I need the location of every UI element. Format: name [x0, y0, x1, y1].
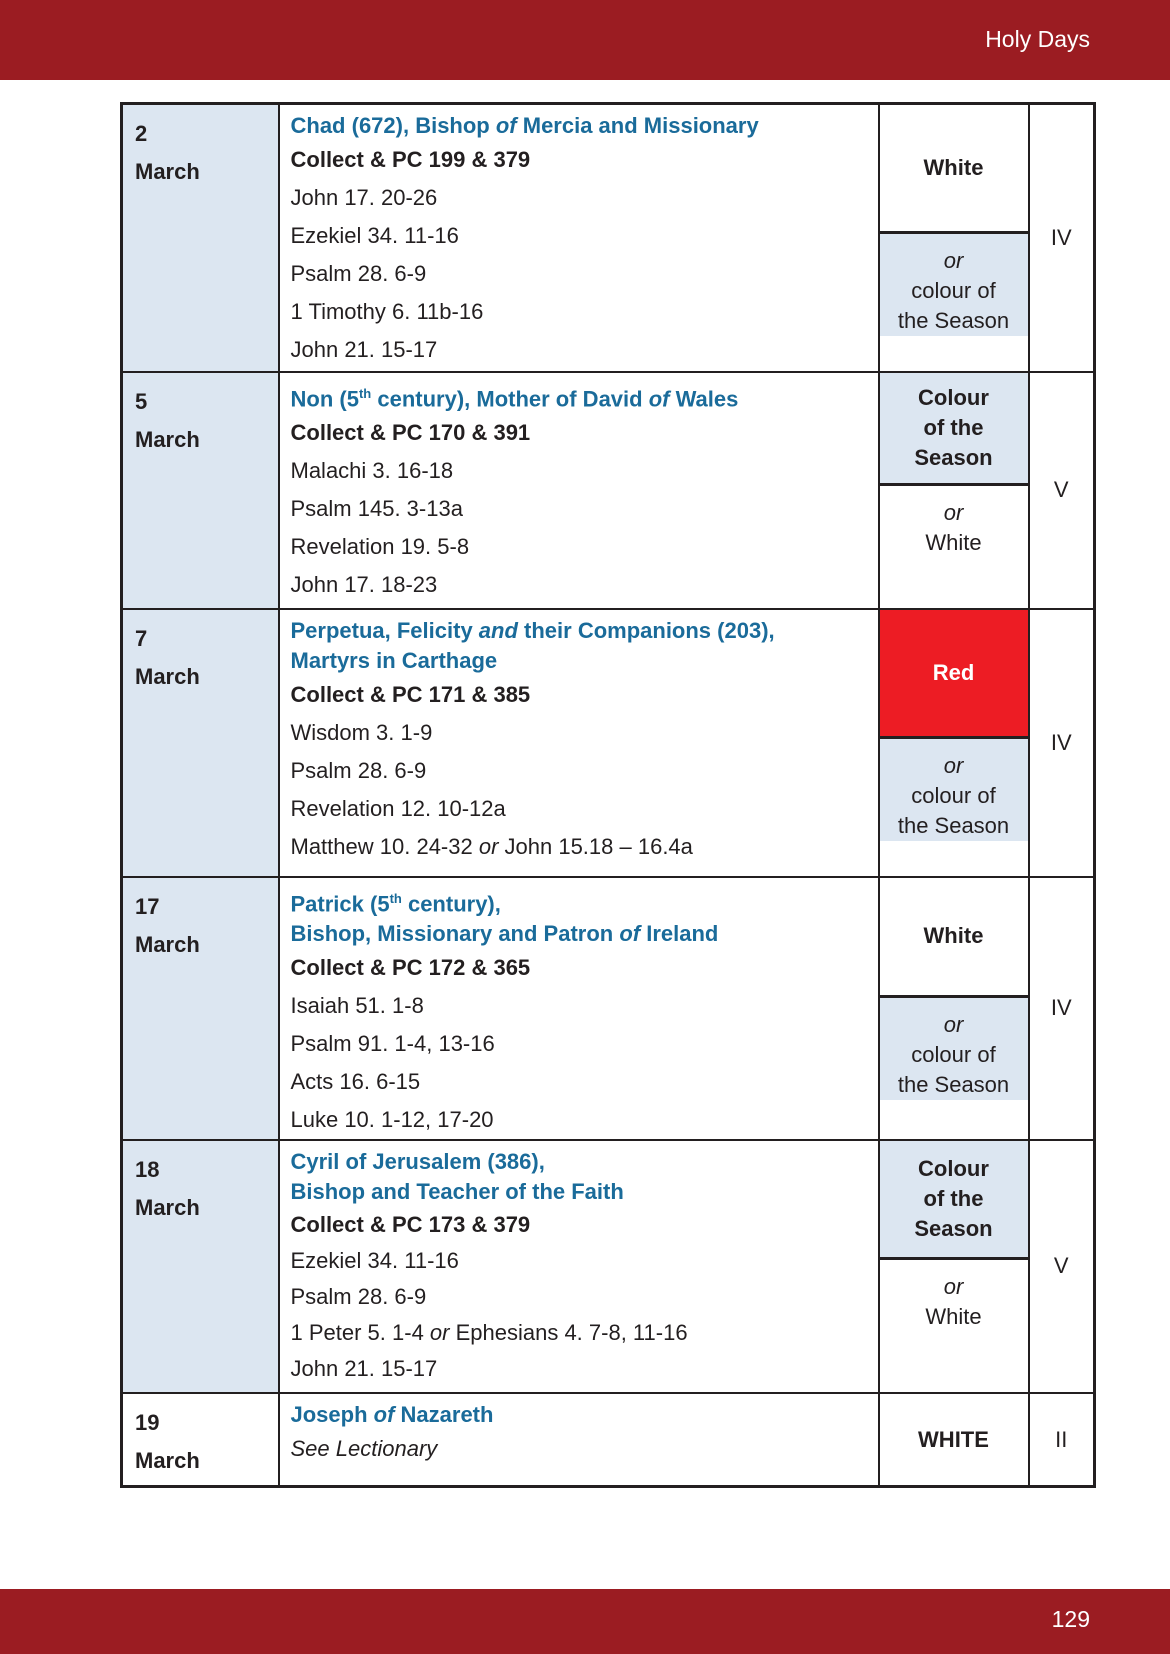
colour-alternative: or White — [880, 483, 1028, 558]
footer-band — [0, 1589, 1170, 1654]
date-cell — [122, 877, 279, 1140]
page-number: 129 — [1051, 1606, 1090, 1632]
rank-cell: IV — [1029, 609, 1095, 877]
reading: Malachi 3. 16-18 — [290, 457, 454, 483]
colour-primary: Colour of the Season — [880, 1141, 1028, 1257]
reading: Acts 16. 6-15 — [290, 1068, 421, 1094]
reading: Psalm 91. 1-4, 13-16 — [290, 1030, 495, 1056]
date-cell — [122, 104, 279, 372]
rank-cell: IV — [1029, 877, 1095, 1140]
see-lectionary-note: See Lectionary — [290, 1435, 438, 1461]
table-row — [122, 877, 1095, 1140]
collect-reference: Collect & PC 171 & 385 — [290, 681, 531, 707]
rank-cell: IV — [1029, 104, 1095, 372]
reading: Ezekiel 34. 11-16 — [290, 1247, 459, 1273]
observance-title: Joseph of Nazareth — [290, 1401, 494, 1427]
observance-cell — [279, 1393, 879, 1487]
table-row — [122, 104, 1095, 372]
month-name: March — [135, 1447, 200, 1473]
liturgical-colour-cell: WHITE — [879, 1393, 1029, 1487]
colour-primary: White — [923, 923, 984, 948]
rank-cell: V — [1029, 1140, 1095, 1393]
month-name: March — [135, 159, 200, 184]
date-cell — [122, 372, 279, 609]
day-number: 5 — [135, 388, 148, 414]
colour-alternative: or White — [880, 1257, 1028, 1332]
reading: Luke 10. 1-12, 17-20 — [290, 1106, 494, 1132]
reading: Revelation 19. 5-8 — [290, 533, 470, 559]
day-number: 7 — [135, 625, 148, 651]
reading: Psalm 28. 6-9 — [290, 261, 427, 286]
reading: John 21. 15-17 — [290, 1355, 438, 1381]
date-cell — [122, 1393, 279, 1487]
date-cell — [122, 609, 279, 877]
collect-reference: Collect & PC 173 & 379 — [290, 1211, 531, 1237]
reading: 1 Timothy 6. 11b-16 — [290, 299, 484, 324]
reading: Psalm 28. 6-9 — [290, 757, 427, 783]
colour-alternative: or colour of the Season — [880, 995, 1028, 1100]
reading: John 17. 20-26 — [290, 185, 438, 210]
reading: Psalm 28. 6-9 — [290, 1283, 427, 1309]
observance-title: Perpetua, Felicity and their Companions (203), Martyrs in Carthage — [290, 617, 775, 673]
observance-cell — [279, 609, 879, 877]
collect-reference: Collect & PC 172 & 365 — [290, 954, 531, 980]
liturgical-colour-cell — [879, 1140, 1029, 1393]
date-cell — [122, 1140, 279, 1393]
observance-cell — [279, 372, 879, 609]
reading: John 17. 18-23 — [290, 571, 438, 597]
collect-reference: Collect & PC 199 & 379 — [290, 147, 531, 172]
observance-title: Chad (672), Bishop of Mercia and Missionary — [290, 113, 759, 138]
header-band — [0, 0, 1170, 80]
reading: Matthew 10. 24-32 or John 15.18 – 16.4a — [290, 833, 693, 859]
colour-alternative: or colour of the Season — [880, 231, 1028, 336]
rank-cell: II — [1029, 1393, 1095, 1487]
reading: Psalm 145. 3-13a — [290, 495, 463, 521]
day-number: 2 — [135, 121, 148, 146]
holy-days-table — [120, 102, 1096, 1488]
table-row — [122, 372, 1095, 609]
observance-cell — [279, 104, 879, 372]
observance-cell — [279, 877, 879, 1140]
table-row — [122, 1393, 1095, 1487]
liturgical-colour-cell — [879, 877, 1029, 1140]
liturgical-colour-cell — [879, 609, 1029, 877]
day-number: 18 — [135, 1156, 160, 1182]
month-name: March — [135, 931, 200, 957]
month-name: March — [135, 426, 200, 452]
day-number: 17 — [135, 893, 160, 919]
colour-alternative: or colour of the Season — [880, 736, 1028, 841]
rank-cell: V — [1029, 372, 1095, 609]
month-name: March — [135, 1194, 200, 1220]
reading: Revelation 12. 10-12a — [290, 795, 506, 821]
colour-primary: Colour of the Season — [880, 373, 1028, 483]
observance-title: Non (5th century), Mother of David of Wales — [290, 385, 739, 411]
running-header-title: Holy Days — [985, 26, 1090, 52]
reading: Wisdom 3. 1-9 — [290, 719, 433, 745]
reading: 1 Peter 5. 1-4 or Ephesians 4. 7-8, 11-16 — [290, 1319, 688, 1345]
colour-primary: White — [923, 155, 984, 180]
liturgical-colour-cell — [879, 104, 1029, 372]
observance-cell — [279, 1140, 879, 1393]
collect-reference: Collect & PC 170 & 391 — [290, 419, 531, 445]
colour-primary: Red — [880, 610, 1028, 736]
observance-title: Cyril of Jerusalem (386), Bishop and Teacher of the Faith — [290, 1148, 624, 1204]
liturgical-colour-cell — [879, 372, 1029, 609]
table-row — [122, 1140, 1095, 1393]
reading: Isaiah 51. 1-8 — [290, 992, 424, 1018]
day-number: 19 — [135, 1409, 160, 1435]
reading: Ezekiel 34. 11-16 — [290, 223, 459, 248]
month-name: March — [135, 663, 200, 689]
observance-title: Patrick (5th century), Bishop, Missionary and Patron of Ireland — [290, 890, 719, 946]
reading: John 21. 15-17 — [290, 337, 438, 362]
table-row — [122, 609, 1095, 877]
